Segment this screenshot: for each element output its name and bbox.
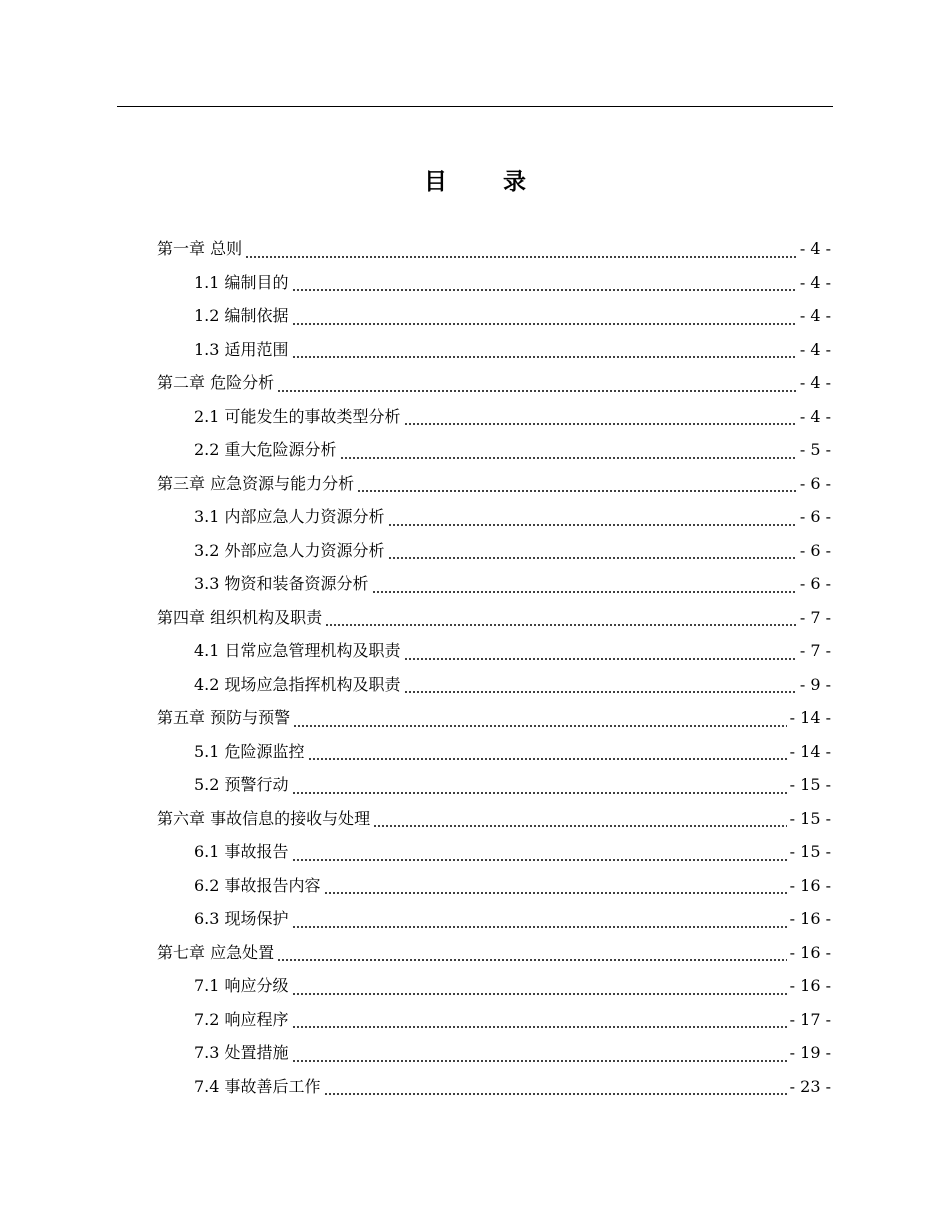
toc-dot-leader	[308, 758, 787, 760]
toc-entry-page: - 7 -	[799, 607, 831, 627]
toc-dot-leader	[325, 624, 797, 626]
toc-entry-page: - 6 -	[799, 507, 831, 526]
toc-entry-label: 6.3 现场保护	[194, 909, 289, 928]
toc-entry-label: 第七章 应急处置	[157, 942, 275, 962]
toc-dot-leader	[340, 457, 797, 459]
toc-entry-label: 3.3 物资和装备资源分析	[194, 574, 369, 593]
toc-dot-leader	[324, 1093, 787, 1095]
toc-entry-page: - 19 -	[789, 1043, 831, 1062]
toc-entry[interactable]	[157, 467, 831, 501]
toc-entry[interactable]	[157, 835, 831, 869]
toc-dot-leader	[277, 959, 787, 961]
toc-dot-leader	[372, 591, 797, 593]
toc-entry[interactable]	[157, 768, 831, 802]
toc-entry[interactable]	[157, 433, 831, 467]
toc-entry-label: 6.2 事故报告内容	[194, 875, 321, 895]
toc-dot-leader	[292, 356, 797, 358]
toc-entry[interactable]	[157, 969, 831, 1003]
toc-entry-label: 4.2 现场应急指挥机构及职责	[194, 674, 401, 694]
toc-entry-label: 7.2 响应程序	[194, 1009, 289, 1029]
toc-entry-page: - 16 -	[789, 942, 831, 962]
toc-entry[interactable]	[157, 634, 831, 668]
toc-entry-label: 第二章 危险分析	[157, 373, 275, 392]
toc-entry-label: 1.1 编制目的	[194, 272, 289, 292]
toc-entry-page: - 17 -	[789, 1009, 831, 1029]
toc-entry[interactable]	[157, 902, 831, 936]
toc-entry[interactable]	[157, 1003, 831, 1037]
toc-entry[interactable]	[157, 735, 831, 769]
toc-entry-label: 5.1 危险源监控	[194, 741, 305, 761]
toc-dot-leader	[404, 423, 797, 425]
toc-entry[interactable]	[157, 1070, 831, 1104]
toc-entry-label: 6.1 事故报告	[194, 842, 289, 861]
toc-entry[interactable]	[157, 936, 831, 970]
toc-entry-page: - 6 -	[799, 574, 831, 593]
toc-entry[interactable]	[157, 534, 831, 568]
toc-entry-page: - 6 -	[799, 540, 831, 560]
toc-entry-label: 3.2 外部应急人力资源分析	[194, 540, 385, 560]
toc-entry-page: - 4 -	[799, 239, 831, 258]
toc-entry-page: - 15 -	[789, 775, 831, 794]
toc-entry-label: 2.1 可能发生的事故类型分析	[194, 406, 401, 426]
toc-dot-leader	[292, 993, 787, 995]
toc-entry[interactable]	[157, 701, 831, 735]
toc-dot-leader	[292, 926, 787, 928]
toc-entry-page: - 9 -	[799, 674, 831, 694]
toc-entry-page: - 7 -	[799, 641, 831, 660]
toc-entry-page: - 5 -	[799, 440, 831, 459]
table-of-contents	[157, 232, 831, 1103]
toc-entry[interactable]	[157, 500, 831, 534]
toc-dot-leader	[357, 490, 797, 492]
toc-entry-page: - 4 -	[799, 339, 831, 359]
toc-entry[interactable]	[157, 668, 831, 702]
toc-entry-label: 第五章 预防与预警	[157, 708, 291, 727]
toc-entry[interactable]	[157, 232, 831, 266]
toc-entry[interactable]	[157, 299, 831, 333]
toc-entry[interactable]	[157, 366, 831, 400]
toc-entry-page: - 6 -	[799, 473, 831, 493]
toc-entry[interactable]	[157, 601, 831, 635]
toc-entry-label: 1.3 适用范围	[194, 339, 289, 359]
toc-entry-page: - 16 -	[789, 909, 831, 928]
toc-entry[interactable]	[157, 266, 831, 300]
toc-entry-label: 4.1 日常应急管理机构及职责	[194, 641, 401, 660]
toc-dot-leader	[373, 825, 787, 827]
toc-title: 目 录	[423, 169, 550, 195]
toc-entry-page: - 14 -	[789, 708, 831, 727]
toc-entry-page: - 4 -	[799, 373, 831, 392]
header-rule	[117, 106, 833, 107]
toc-entry-page: - 15 -	[789, 808, 831, 828]
toc-dot-leader	[277, 390, 797, 392]
toc-entry-page: - 14 -	[789, 741, 831, 761]
toc-dot-leader	[293, 725, 787, 727]
toc-entry-label: 7.3 处置措施	[194, 1043, 289, 1062]
toc-entry[interactable]	[157, 869, 831, 903]
toc-entry[interactable]	[157, 400, 831, 434]
toc-entry-label: 第六章 事故信息的接收与处理	[157, 808, 371, 828]
toc-entry-label: 第三章 应急资源与能力分析	[157, 473, 355, 493]
toc-entry-label: 第四章 组织机构及职责	[157, 607, 323, 627]
toc-dot-leader	[292, 289, 797, 291]
toc-entry[interactable]	[157, 802, 831, 836]
toc-dot-leader	[388, 557, 797, 559]
toc-dot-leader	[292, 859, 787, 861]
toc-entry-label: 1.2 编制依据	[194, 306, 289, 325]
toc-dot-leader	[388, 524, 797, 526]
toc-entry-label: 3.1 内部应急人力资源分析	[194, 507, 385, 526]
toc-entry-label: 5.2 预警行动	[194, 775, 289, 794]
toc-entry-label: 第一章 总则	[157, 239, 243, 258]
toc-dot-leader	[292, 1026, 787, 1028]
toc-entry[interactable]	[157, 567, 831, 601]
toc-dot-leader	[404, 691, 797, 693]
toc-entry[interactable]	[157, 333, 831, 367]
toc-entry-page: - 16 -	[789, 875, 831, 895]
toc-entry-page: - 23 -	[789, 1076, 831, 1096]
toc-entry[interactable]	[157, 1036, 831, 1070]
toc-dot-leader	[245, 256, 797, 258]
toc-dot-leader	[292, 1060, 787, 1062]
toc-entry-page: - 4 -	[799, 272, 831, 292]
toc-entry-page: - 4 -	[799, 406, 831, 426]
toc-entry-label: 7.4 事故善后工作	[194, 1076, 321, 1096]
toc-dot-leader	[292, 792, 787, 794]
toc-entry-page: - 16 -	[789, 976, 831, 995]
toc-dot-leader	[324, 892, 787, 894]
toc-entry-label: 7.1 响应分级	[194, 976, 289, 995]
toc-dot-leader	[404, 658, 797, 660]
toc-entry-page: - 4 -	[799, 306, 831, 325]
toc-dot-leader	[292, 323, 797, 325]
toc-entry-page: - 15 -	[789, 842, 831, 861]
toc-entry-label: 2.2 重大危险源分析	[194, 440, 337, 459]
